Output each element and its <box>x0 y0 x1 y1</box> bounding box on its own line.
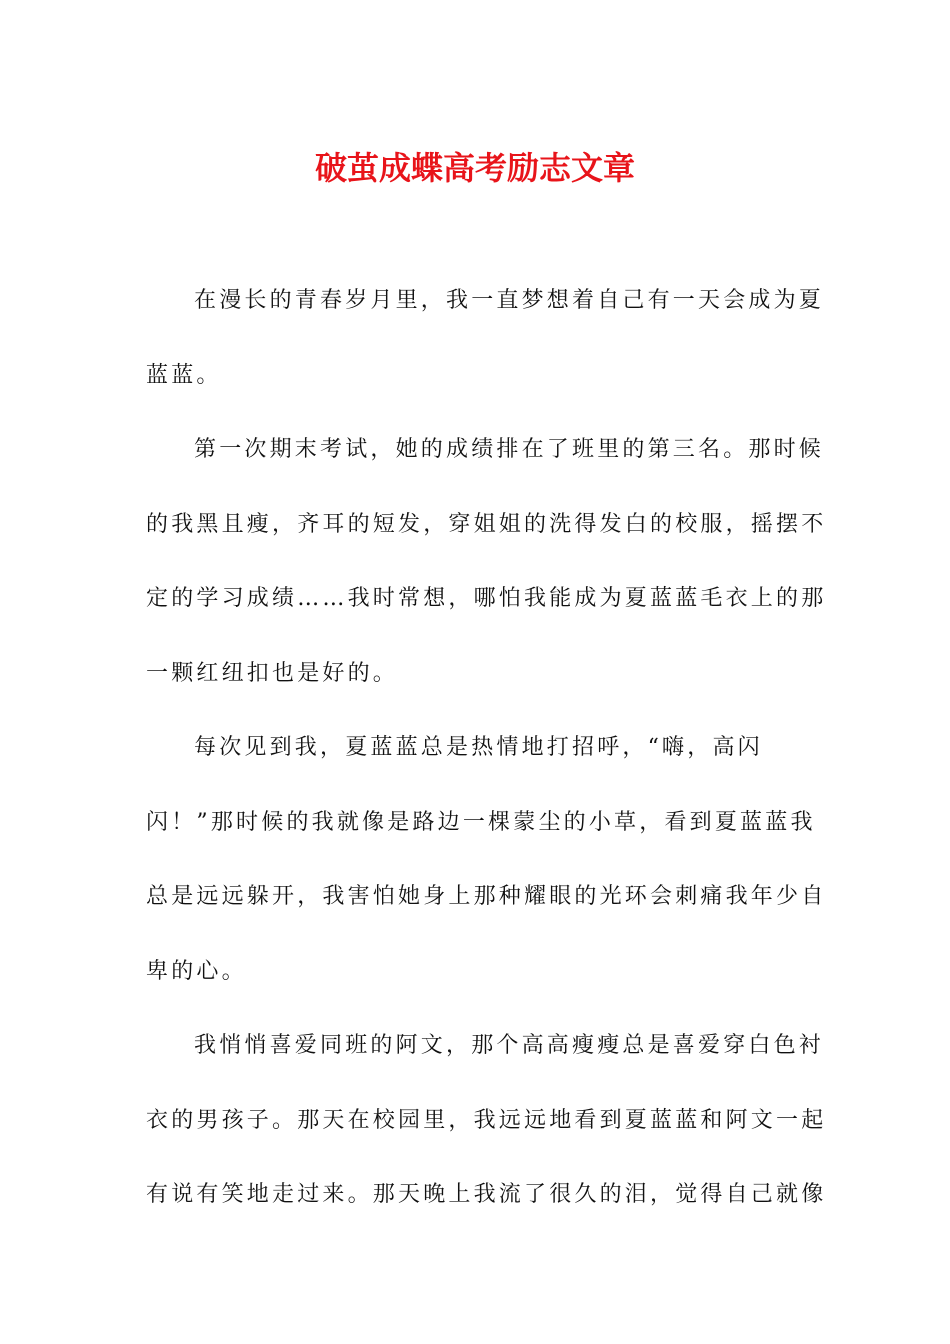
paragraph-line: 的我黑且瘦，齐耳的短发，穿姐姐的洗得发白的校服，摇摆不 <box>146 511 827 537</box>
document-title: 破茧成蝶高考励志文章 <box>314 149 635 187</box>
document-body <box>146 264 827 1233</box>
paragraph-line: 我悄悄喜爱同班的阿文，那个高高瘦瘦总是喜爱穿白色衬 <box>194 1033 825 1058</box>
paragraph-2 <box>146 413 827 711</box>
paragraph-line: 衣的男孩子。那天在校园里，我远远地看到夏蓝蓝和阿文一起 <box>146 1107 827 1133</box>
paragraph-line: 第一次期末考试，她的成绩排在了班里的第三名。那时候 <box>194 437 825 462</box>
paragraph-line: 定的学习成绩……我时常想，哪怕我能成为夏蓝蓝毛衣上的那 <box>146 586 827 611</box>
paragraph-line: 在漫长的青春岁月里，我一直梦想着自己有一天会成为夏 <box>194 288 825 313</box>
paragraph-line: 每次见到我，夏蓝蓝总是热情地打招呼，“嗨，高闪 <box>194 735 763 760</box>
paragraph-3 <box>146 711 827 1009</box>
paragraph-line: 蓝蓝。 <box>146 362 222 388</box>
paragraph-line: 一颗红纽扣也是好的。 <box>146 660 399 686</box>
paragraph-line: 卑的心。 <box>146 958 247 984</box>
paragraph-4 <box>146 1009 827 1233</box>
paragraph-1 <box>146 264 825 413</box>
paragraph-line: 总是远远躲开，我害怕她身上那种耀眼的光环会刺痛我年少自 <box>146 884 827 909</box>
paragraph-line: 闪！”那时候的我就像是路边一棵蒙尘的小草，看到夏蓝蓝我 <box>146 809 816 835</box>
paragraph-line: 有说有笑地走过来。那天晚上我流了很久的泪，觉得自己就像 <box>146 1182 827 1207</box>
